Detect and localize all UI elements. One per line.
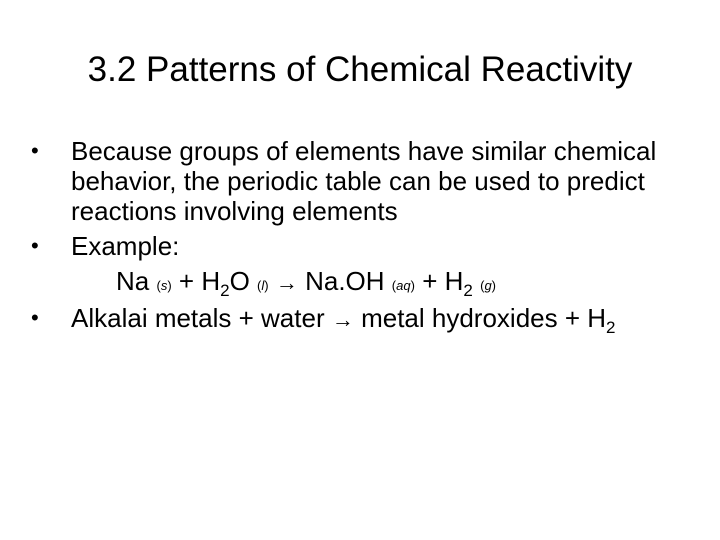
plus-sign: + (178, 266, 195, 296)
state-label: (l) (257, 278, 269, 293)
bullet-list (0, 136, 720, 335)
bullet-text: Alkalai metals + water → metal hydroxides + $H_2$ (71, 303, 616, 337)
arrow-icon: → (275, 270, 298, 295)
equation-product-naoh: Na.OH (305, 266, 385, 296)
bullet-marker: • (31, 233, 39, 258)
bullet-marker: • (31, 138, 39, 163)
bullet-text: Because groups of elements have similar chemical behavior, the periodic table can be used to predict reactions involving elements (71, 136, 657, 226)
chemical-equation (0, 266, 720, 301)
slide-title: 3.2 Patterns of Chemical Reactivity (87, 50, 633, 89)
equation-product-hydrogen: $H_2$ (444, 266, 473, 300)
bullet-marker: • (31, 305, 39, 330)
equation-reactant-sodium: Na (116, 266, 150, 296)
bullet-item (0, 136, 671, 226)
bullet-text: Example: (71, 231, 180, 261)
state-label: (aq) (391, 278, 415, 293)
state-label: (g) (480, 278, 497, 293)
plus-sign: + (422, 266, 438, 296)
state-label: (s) (156, 278, 172, 293)
equation-reactant-water: $H_2O$ (201, 266, 250, 300)
bullet-item (0, 303, 671, 335)
bullet-item (0, 231, 671, 261)
arrow-icon: → (331, 307, 354, 332)
